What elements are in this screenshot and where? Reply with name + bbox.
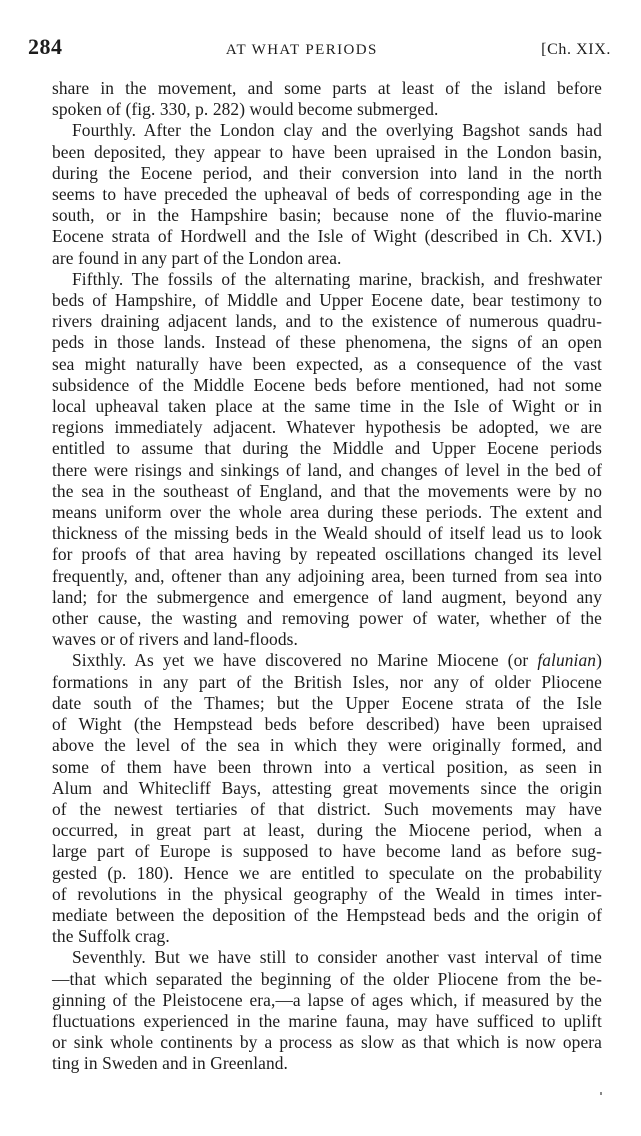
text-line: of revolutions in the physical geography of the Weald in times inter- [52, 883, 602, 904]
text-line: waves or of rivers and land-floods. [52, 629, 298, 650]
running-title: AT WHAT PERIODS [225, 42, 378, 58]
text-line: occurred, in great part at least, during the Miocene period, when a [52, 820, 602, 841]
text-line: during the Eocene period, and their conversion into land in the north [52, 162, 602, 183]
text-line: south, or in the Hampshire basin; because none of the fluvio-marine [52, 205, 602, 226]
chapter-reference: [Ch. XIX. [541, 41, 611, 58]
text-line: Fourthly. After the London clay and the overlying Bagshot sands had [72, 120, 602, 141]
text-line: fluctuations experienced in the marine fauna, may have sufficed to uplift [52, 1010, 602, 1031]
text-line: rivers draining adjacent lands, and to the existence of numerous quadru- [52, 311, 602, 332]
text-line: entitled to assume that during the Middle and Upper Eocene periods [52, 438, 602, 459]
print-speck [600, 1092, 602, 1095]
text-line: mediate between the deposition of the Hempstead beds and the origin of [52, 904, 602, 925]
text-line: large part of Europe is supposed to have become land as before sug- [52, 841, 602, 862]
text-line: share in the movement, and some parts at least of the island before [52, 78, 602, 98]
text-line: local upheaval taken place at the same time in the Isle of Wight or in [52, 396, 602, 417]
text-line: Eocene strata of Hordwell and the Isle of Wight (described in Ch. XVI.) [52, 226, 602, 247]
text-line: Sixthly. As yet we have discovered no Marine Miocene (or falunian) [72, 650, 602, 671]
text-line: formations in any part of the British Isles, nor any of older Pliocene [52, 671, 602, 692]
paragraph [52, 78, 602, 120]
text-line: been deposited, they appear to have been upraised in the London basin, [52, 141, 602, 162]
text-line: —that which separated the beginning of the older Pliocene from the be- [52, 968, 602, 989]
text-line: means uniform over the whole area during these periods. The extent and [52, 502, 602, 523]
text-line: beds of Hampshire, of Middle and Upper Eocene date, bear testimony to [52, 290, 602, 311]
body-text [52, 78, 602, 1075]
paragraph [52, 120, 602, 268]
paragraph [52, 269, 602, 651]
text-line: Alum and Whitecliff Bays, attesting great movements since the origin [52, 777, 602, 798]
text-line: the sea in the southeast of England, and that the movements were by no [52, 480, 602, 501]
text-line: gested (p. 180). Hence we are entitled to speculate on the probability [52, 862, 602, 883]
text-line: there were risings and sinkings of land, and changes of level in the bed of [52, 459, 602, 480]
text-line: frequently, and, oftener than any adjoining area, been turned from sea into [52, 565, 602, 586]
text-line: sea might naturally have been expected, as a consequence of the vast [52, 353, 602, 374]
text-line: Fifthly. The fossils of the alternating marine, brackish, and freshwater [72, 268, 602, 289]
text-line: ting in Sweden and in Greenland. [52, 1053, 288, 1074]
text-line: the Suffolk crag. [52, 926, 170, 947]
text-line: above the level of the sea in which they were originally formed, and [52, 735, 602, 756]
text-line: of Wight (the Hempstead beds before described) have been upraised [52, 714, 602, 735]
text-line: spoken of (fig. 330, p. 282) would become submerged. [52, 99, 439, 120]
page-number: 284 [28, 34, 63, 59]
page-header [28, 34, 611, 62]
text-line: for proofs of that area having by repeated oscillations changed its level [52, 544, 602, 565]
text-line: subsidence of the Middle Eocene beds before mentioned, had not some [52, 374, 602, 395]
text-line: Seventhly. But we have still to consider another vast interval of time [72, 947, 602, 968]
text-line: some of them have been thrown into a vertical position, as seen in [52, 756, 602, 777]
text-line: of the newest tertiaries of that district. Such movements may have [52, 798, 602, 819]
text-line: or sink whole continents by a process as slow as that which is now opera [52, 1032, 602, 1053]
text-line: regions immediately adjacent. Whatever hypothesis be adopted, we are [52, 417, 602, 438]
text-line: ginning of the Pleistocene era,—a lapse of ages which, if measured by the [52, 989, 602, 1010]
text-line: seems to have preceded the upheaval of beds of corresponding age in the [52, 184, 602, 205]
paragraph [52, 947, 602, 1074]
text-line: land; for the submergence and emergence of land augment, beyond any [52, 586, 602, 607]
text-line: other cause, the wasting and removing power of water, whether of the [52, 608, 602, 629]
text-line: thickness of the missing beds in the Weald should of itself lead us to look [52, 523, 602, 544]
text-line: date south of the Thames; but the Upper Eocene strata of the Isle [52, 692, 602, 713]
paragraph [52, 650, 602, 947]
text-line: peds in those lands. Instead of these phenomena, the signs of an open [52, 332, 602, 353]
text-line: are found in any part of the London area. [52, 247, 342, 268]
